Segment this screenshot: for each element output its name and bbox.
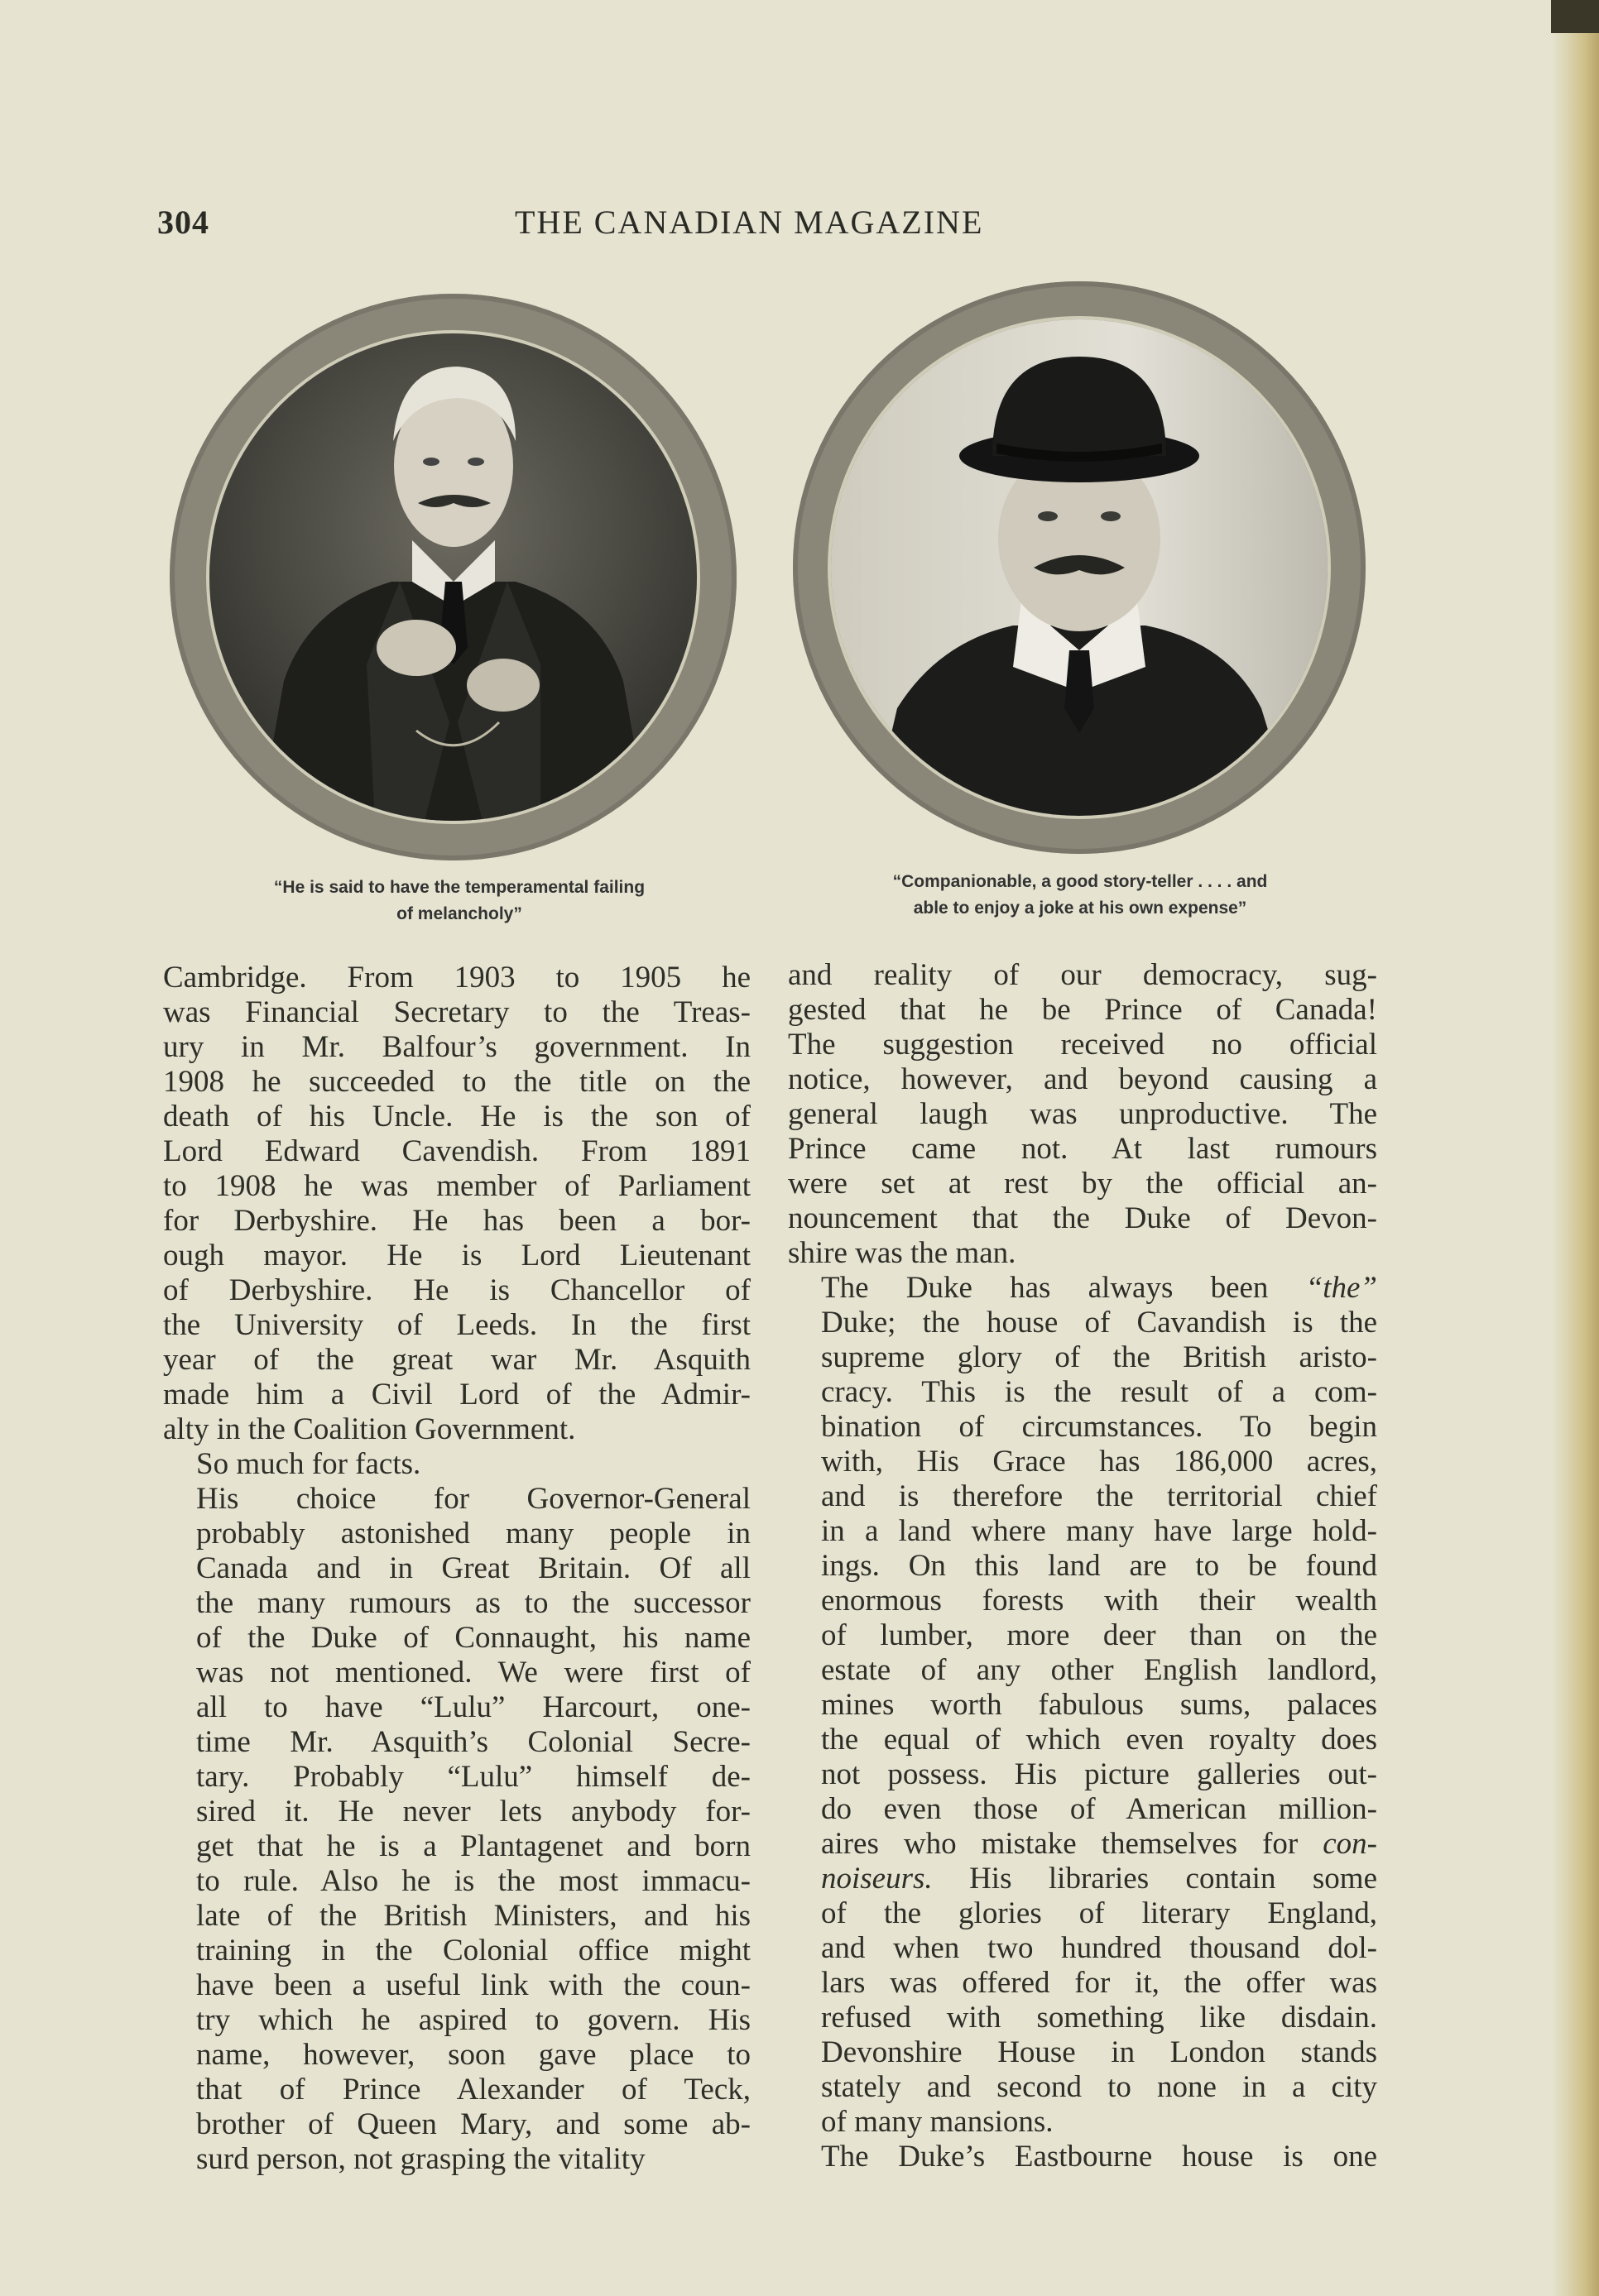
text-line: for Derbyshire. He has been a bor-	[163, 1204, 751, 1238]
paragraph	[788, 1271, 1377, 2140]
text-run: aires who mistake themselves for	[821, 1827, 1323, 1861]
text-line: nouncement that the Duke of Devon-	[788, 1201, 1377, 1235]
text-line: Canada and in Great Britain. Of all	[196, 1551, 751, 1585]
text-line: supreme glory of the British aristo-	[821, 1340, 1377, 1374]
text-line: estate of any other English landlord,	[821, 1653, 1377, 1687]
page-edge-shadow	[1551, 0, 1599, 33]
paragraph	[163, 1482, 751, 2177]
text-line: time Mr. Asquith’s Colonial Secre-	[196, 1725, 751, 1759]
portrait-left-photo	[206, 330, 700, 824]
text-line: were set at rest by the official an-	[788, 1167, 1377, 1201]
emphasis-text: “the”	[1305, 1271, 1377, 1305]
portrait-left-caption	[178, 875, 741, 928]
text-line	[788, 1862, 1377, 1896]
text-line: of many mansions.	[821, 2105, 1054, 2139]
text-line: all to have “Lulu” Harcourt, one-	[196, 1690, 751, 1724]
text-line: gested that he be Prince of Canada!	[788, 993, 1377, 1027]
text-line: to rule. Also he is the most immacu-	[196, 1864, 751, 1898]
text-line: ury in Mr. Balfour’s government. In	[163, 1030, 751, 1064]
text-line: get that he is a Plantagenet and born	[196, 1829, 751, 1863]
text-line: His choice for Governor-General	[196, 1482, 751, 1516]
paragraph	[163, 961, 751, 1447]
text-line: The suggestion received no official	[788, 1028, 1377, 1062]
text-line: year of the great war Mr. Asquith	[163, 1343, 751, 1377]
text-line: try which he aspired to govern. His	[196, 2003, 751, 2037]
text-line: the equal of which even royalty does	[821, 1723, 1377, 1757]
text-line: not possess. His picture galleries out-	[821, 1757, 1377, 1791]
text-line: that of Prince Alexander of Teck,	[196, 2073, 751, 2107]
emphasis-text: noiseurs.	[821, 1862, 933, 1896]
text-line: enormous forests with their wealth	[821, 1584, 1377, 1618]
page-number: 304	[157, 204, 209, 241]
paragraph	[788, 2140, 1377, 2174]
paragraph	[788, 958, 1377, 1271]
right-column	[788, 958, 1377, 2174]
portrait-right-image	[831, 319, 1328, 816]
text-line: and is therefore the territorial chief	[821, 1479, 1377, 1513]
text-line: in a land where many have large hold-	[821, 1514, 1377, 1548]
text-line: Prince came not. At last rumours	[788, 1132, 1377, 1166]
text-line: was Financial Secretary to the Treas-	[163, 995, 751, 1029]
text-line: cracy. This is the result of a com-	[821, 1375, 1377, 1409]
text-line: Duke; the house of Cavandish is the	[821, 1306, 1377, 1340]
text-line	[788, 1271, 1377, 1306]
text-line: The Duke’s Eastbourne house is one	[821, 2140, 1377, 2174]
portrait-right-photo	[828, 316, 1331, 819]
text-line: Devonshire House in London stands	[821, 2035, 1377, 2069]
text-line: the University of Leeds. In the first	[163, 1308, 751, 1342]
caption-line: able to enjoy a joke at his own expense”	[913, 899, 1247, 918]
text-line: of the Duke of Connaught, his name	[196, 1621, 751, 1655]
text-line: ough mayor. He is Lord Lieutenant	[163, 1239, 751, 1273]
portrait-right-frame	[793, 281, 1366, 854]
text-line: alty in the Coalition Government.	[163, 1412, 576, 1446]
text-line: ings. On this land are to be found	[821, 1549, 1377, 1583]
text-line: So much for facts.	[196, 1447, 421, 1481]
text-line: name, however, soon gave place to	[196, 2038, 751, 2072]
journal-title: THE CANADIAN MAGAZINE	[515, 204, 984, 241]
text-line: with, His Grace has 186,000 acres,	[821, 1445, 1377, 1479]
running-head	[157, 203, 1035, 252]
text-line: brother of Queen Mary, and some ab-	[196, 2107, 751, 2141]
emphasis-text: con-	[1323, 1827, 1377, 1861]
text-line: general laugh was unproductive. The	[788, 1097, 1377, 1131]
caption-line: “Companionable, a good story-teller . . . . and	[892, 872, 1268, 891]
text-line: of lumber, more deer than on the	[821, 1618, 1377, 1652]
portrait-left-image	[209, 333, 697, 821]
portrait-right-caption	[790, 869, 1370, 922]
paragraph	[163, 1447, 751, 1482]
text-line: have been a useful link with the coun-	[196, 1968, 751, 2002]
text-line: do even those of American million-	[821, 1792, 1377, 1826]
text-line: to 1908 he was member of Parliament	[163, 1169, 751, 1203]
text-line: was not mentioned. We were first of	[196, 1656, 751, 1690]
text-line: Lord Edward Cavendish. From 1891	[163, 1134, 751, 1168]
text-line: shire was the man.	[788, 1236, 1016, 1270]
text-line: of Derbyshire. He is Chancellor of	[163, 1273, 751, 1307]
text-line: Cambridge. From 1903 to 1905 he	[163, 961, 751, 995]
text-line: the many rumours as to the successor	[196, 1586, 751, 1620]
text-line: notice, however, and beyond causing a	[788, 1062, 1377, 1096]
text-line: of the glories of literary England,	[821, 1896, 1377, 1930]
page-edge	[1551, 0, 1599, 2296]
text-line: mines worth fabulous sums, palaces	[821, 1688, 1377, 1722]
text-line: refused with something like disdain.	[821, 2001, 1377, 2035]
text-line: and reality of our democracy, sug-	[788, 958, 1377, 992]
text-line: made him a Civil Lord of the Admir-	[163, 1378, 751, 1412]
text-line: probably astonished many people in	[196, 1517, 751, 1551]
caption-line: “He is said to have the temperamental failing	[273, 878, 646, 897]
text-line: sired it. He never lets anybody for-	[196, 1795, 751, 1829]
text-run: His libraries contain some	[932, 1862, 1377, 1896]
text-line: stately and second to none in a city	[821, 2070, 1377, 2104]
text-line: bination of circumstances. To begin	[821, 1410, 1377, 1444]
text-line: 1908 he succeeded to the title on the	[163, 1065, 751, 1099]
text-line	[788, 1827, 1377, 1862]
portrait-left-frame	[170, 294, 737, 860]
left-column	[163, 961, 751, 2177]
text-line: training in the Colonial office might	[196, 1934, 751, 1968]
text-line: tary. Probably “Lulu” himself de-	[196, 1760, 751, 1794]
text-line: late of the British Ministers, and his	[196, 1899, 751, 1933]
text-line: lars was offered for it, the offer was	[821, 1966, 1377, 2000]
text-line: surd person, not grasping the vitality	[196, 2142, 646, 2176]
text-run: The Duke has always been	[821, 1271, 1306, 1305]
text-line: death of his Uncle. He is the son of	[163, 1100, 751, 1134]
text-line: and when two hundred thousand dol-	[821, 1931, 1377, 1965]
caption-line: of melancholy”	[396, 904, 522, 923]
